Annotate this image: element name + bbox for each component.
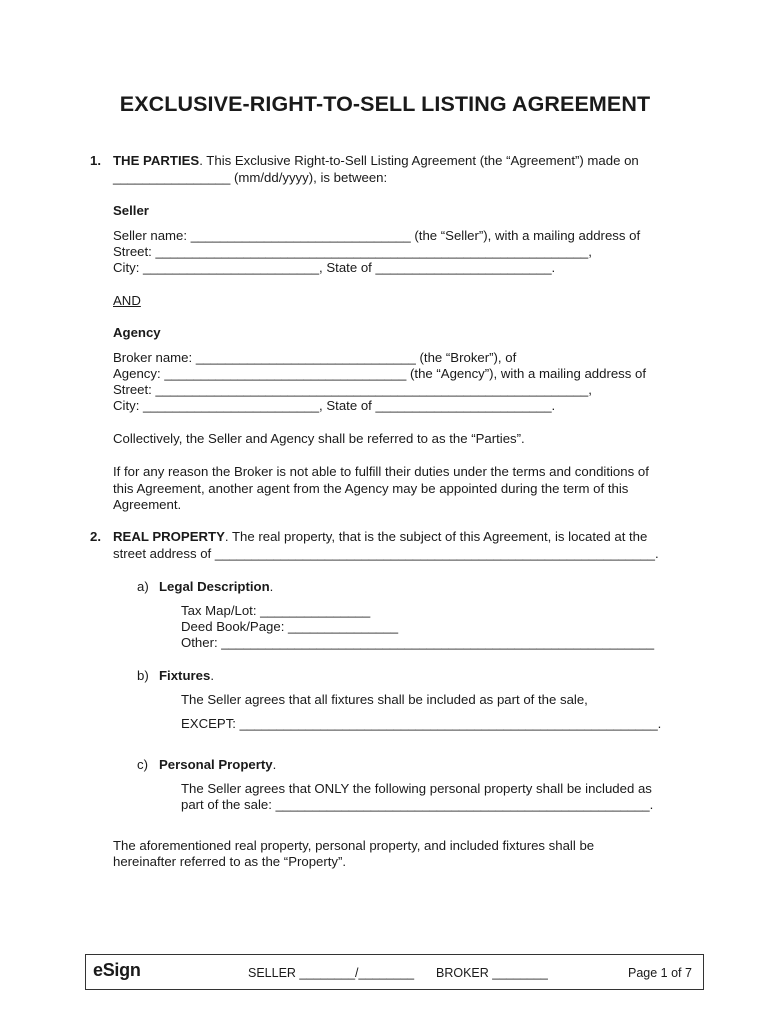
agency-name-line: Agency: _________________________________ (the “Agency”), with a mailing address of: [113, 366, 647, 381]
section-2-line1-text: . The real property, that is the subject of this Agreement, is located at the: [224, 529, 648, 544]
collectively-paragraph: Collectively, the Seller and Agency shall be referred to as the “Parties”.: [113, 431, 525, 446]
seller-heading: Seller: [113, 203, 149, 218]
agency-street-line: Street: ___________________________________________________________,: [113, 382, 592, 397]
item-b-heading-line: [159, 668, 214, 683]
legal-description-heading: Legal Description: [159, 579, 270, 594]
deed-book-line: Deed Book/Page: _______________: [181, 619, 399, 634]
section-1-line2: ________________ (mm/dd/yyyy), is between:: [113, 170, 388, 185]
item-a-period: .: [269, 579, 274, 594]
section-2-number: 2.: [90, 529, 101, 544]
section-1-heading: THE PARTIES: [113, 153, 200, 168]
fixtures-line: The Seller agrees that all fixtures shall be included as part of the sale,: [181, 692, 588, 707]
section-2-line2: street address of ____________________________________________________________.: [113, 546, 659, 561]
personal-line1: The Seller agrees that ONLY the following personal property shall be included as: [181, 781, 652, 796]
agency-heading: Agency: [113, 325, 161, 340]
document-title: EXCLUSIVE-RIGHT-TO-SELL LISTING AGREEMENT: [119, 92, 651, 116]
reason-line2: this Agreement, another agent from the Agency may be appointed during the term of this: [113, 481, 629, 496]
item-c-period: .: [272, 757, 277, 772]
reason-line3: Agreement.: [113, 497, 182, 512]
seller-initials: SELLER ________/________: [248, 966, 415, 980]
section-2-heading: REAL PROPERTY: [113, 529, 225, 544]
except-line: EXCEPT: _________________________________________________________.: [181, 716, 662, 731]
section-1-line1: [113, 153, 639, 168]
seller-street-line: Street: ___________________________________________________________,: [113, 244, 592, 259]
item-b-period: .: [210, 668, 214, 683]
broker-initials: BROKER ________: [436, 966, 548, 980]
fixtures-heading: Fixtures: [159, 668, 211, 683]
page-number: Page 1 of 7: [628, 966, 692, 980]
item-a-heading-line: [159, 579, 273, 594]
aforementioned-line1: The aforementioned real property, personal property, and included fixtures shall be: [113, 838, 595, 853]
personal-property-heading: Personal Property: [159, 757, 273, 772]
aforementioned-line2: hereinafter referred to as the “Property”.: [113, 854, 347, 869]
esign-logo: eSign: [93, 960, 141, 980]
agency-city-line: City: ________________________, State of ________________________.: [113, 398, 556, 413]
section-2-line1: [113, 529, 647, 544]
and-label: AND: [113, 293, 141, 308]
broker-name-line: Broker name: ______________________________ (the “Broker”), of: [113, 350, 517, 365]
item-a-label: a): [137, 579, 149, 594]
section-1-line1-text: . This Exclusive Right-to-Sell Listing Agreement (the “Agreement”) made on: [199, 153, 639, 168]
item-c-heading-line: [159, 757, 276, 772]
item-b-label: b): [137, 668, 149, 683]
seller-city-line: City: ________________________, State of ________________________.: [113, 260, 556, 275]
seller-name-line: Seller name: ______________________________ (the “Seller”), with a mailing address of: [113, 228, 641, 243]
other-line: Other: ___________________________________________________________: [181, 635, 655, 650]
reason-line1: If for any reason the Broker is not able to fulfill their duties under the terms and conditions of: [113, 464, 649, 479]
personal-line2: part of the sale: ___________________________________________________.: [181, 797, 654, 812]
tax-map-line: Tax Map/Lot: _______________: [181, 603, 371, 618]
item-c-label: c): [137, 757, 148, 772]
section-1-number: 1.: [90, 153, 101, 168]
